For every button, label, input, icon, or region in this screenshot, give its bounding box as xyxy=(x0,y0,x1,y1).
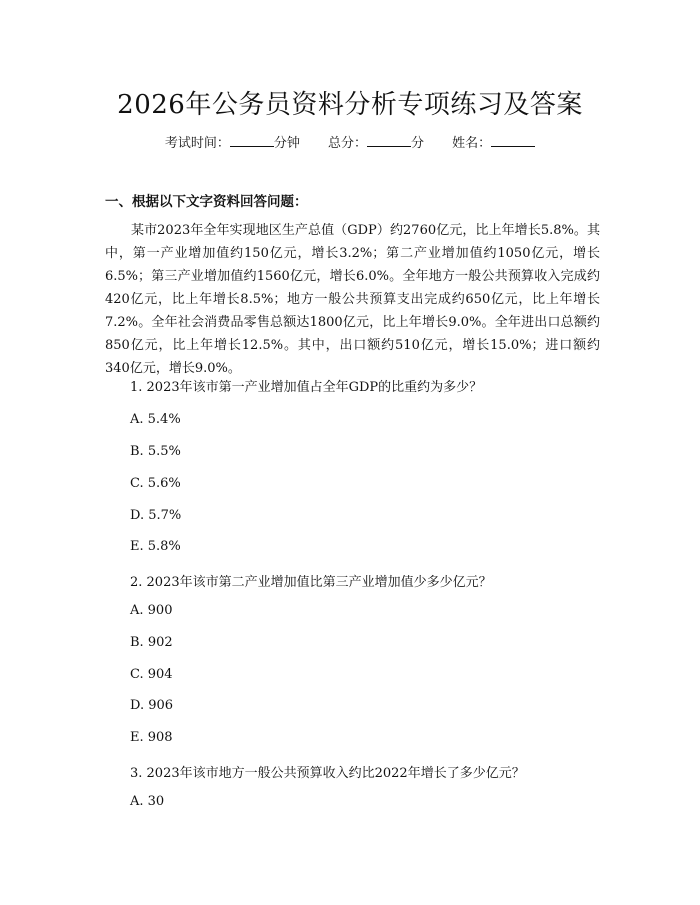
page-title: 2026年公务员资料分析专项练习及答案 xyxy=(117,90,583,120)
question-1-option-b[interactable]: B. 5.5% xyxy=(130,444,181,459)
exam-time-field xyxy=(165,136,300,151)
question-1-option-a[interactable]: A. 5.4% xyxy=(130,412,181,427)
question-2-option-b[interactable]: B. 902 xyxy=(130,635,173,650)
total-score-unit: 分 xyxy=(411,136,425,151)
question-1-option-d[interactable]: D. 5.7% xyxy=(130,508,182,523)
data-passage: 某市2023年全年实现地区生产总值（GDP）约2760亿元，比上年增长5.8%。其中，第一产业增加值约150亿元，增长3.2%；第二产业增加值约1050亿元，增长6.5%；第三产业增加值约1560亿元，增长6.0%。全年地方一般公共预算收入完成约420亿元，比上年增长8.5%；地方一般公共预算支出完成约650亿元，比上年增长7.2%。全年社会消费品零售总额达1800亿元，比上年增长9.0%。全年进出口总额约850亿元，比上年增长12.5%。其中，出口额约510亿元，增长15.0%；进口额约340亿元，增长9.0%。 xyxy=(105,223,600,376)
question-2-option-e[interactable]: E. 908 xyxy=(130,730,173,745)
name-blank xyxy=(491,136,535,147)
section-heading: 一、根据以下文字资料回答问题： xyxy=(105,194,308,210)
question-3-option-a[interactable]: A. 30 xyxy=(130,794,165,809)
question-2-option-c[interactable]: C. 904 xyxy=(130,667,173,682)
exam-time-unit: 分钟 xyxy=(273,136,300,151)
exam-time-blank xyxy=(230,136,274,147)
total-score-field xyxy=(328,136,424,151)
total-score-label: 总分： xyxy=(327,136,367,151)
total-score-blank xyxy=(367,136,411,147)
question-1: 1. 2023年该市第一产业增加值占全年GDP的比重约为多少？ xyxy=(130,380,483,395)
question-2-option-d[interactable]: D. 906 xyxy=(130,698,174,713)
question-1-option-e[interactable]: E. 5.8% xyxy=(130,539,181,554)
name-field xyxy=(452,136,535,151)
question-3: 3. 2023年该市地方一般公共预算收入约比2022年增长了多少亿元？ xyxy=(130,766,525,781)
question-2-option-a[interactable]: A. 900 xyxy=(130,603,173,618)
question-1-option-c[interactable]: C. 5.6% xyxy=(130,476,181,491)
exam-time-label: 考试时间： xyxy=(164,136,230,151)
exam-meta xyxy=(0,132,700,151)
question-2: 2. 2023年该市第二产业增加值比第三产业增加值少多少亿元？ xyxy=(130,575,492,590)
name-label: 姓名： xyxy=(452,136,492,151)
